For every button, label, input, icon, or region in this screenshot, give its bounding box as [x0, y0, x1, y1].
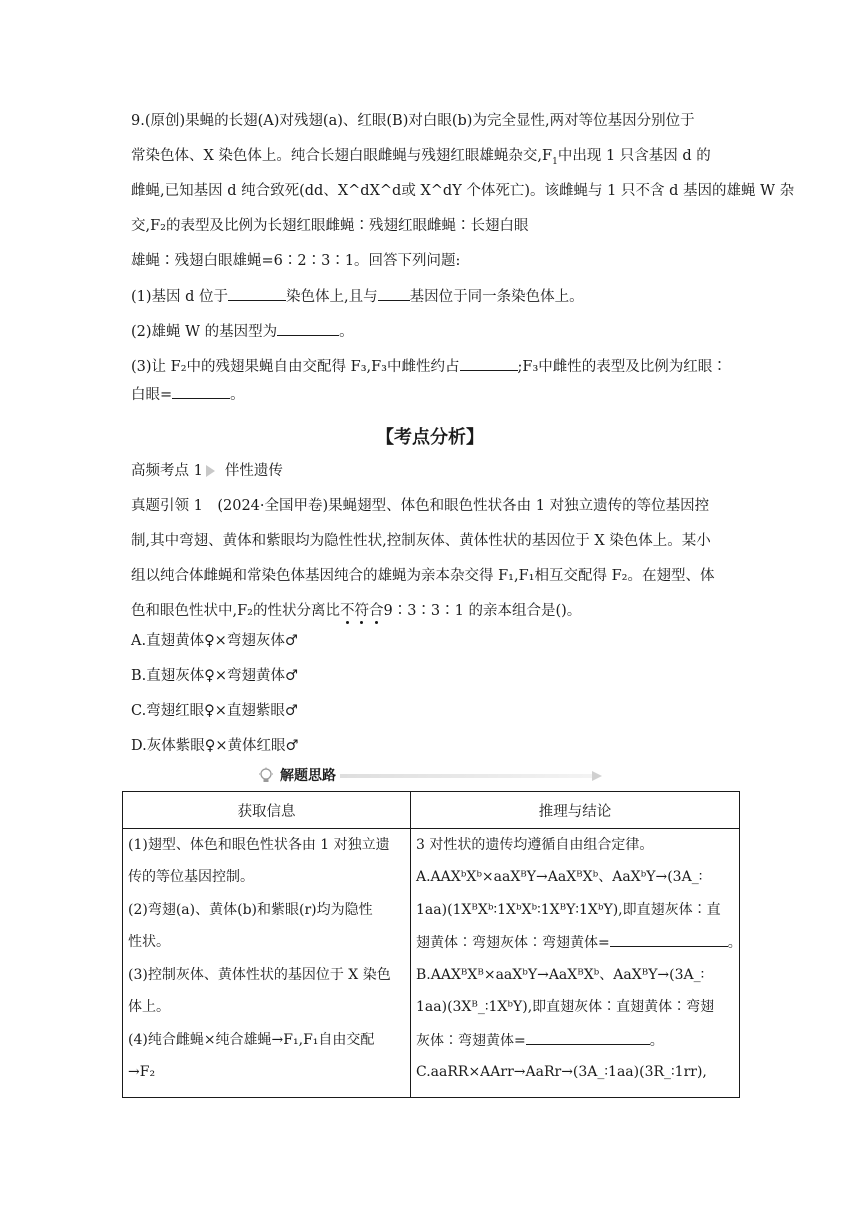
lead-line-3: 组以纯合体雌蝇和常染色体基因纯合的雄蝇为亲本杂交得 F₁,F₁相互交配得 F₂。在翅型、体	[131, 568, 715, 584]
question-line-2-b: 中出现 1 只含基因 d 的	[557, 148, 711, 164]
triangle-marker-icon	[206, 465, 215, 477]
answer-blank-3[interactable]	[277, 321, 339, 336]
question-line-3: 雌蝇,已知基因 d 纯合致死(dd、X^dX^d或 X^dY 个体死亡)。该雌蝇与 1 只不含 d 基因的雄蝇 W 杂	[131, 183, 795, 199]
option-b[interactable]: B.直翅灰体♀×弯翅黄体♂	[131, 668, 299, 684]
lead-line-4	[131, 601, 741, 621]
question-line-2: 常染色体、X 染色体上。纯合长翅白眼雌蝇与残翅红眼雄蝇杂交$,F_1$中出现 1 只含基因 d 的	[131, 148, 711, 167]
emphasis-char: 符	[354, 603, 369, 619]
emphasis-char: 合	[368, 603, 384, 619]
header-reasoning: 推理与结论	[411, 792, 740, 829]
subquestion-2	[131, 321, 741, 342]
info-line: →F₂	[128, 1064, 156, 1080]
table-row	[123, 829, 740, 1098]
option-c[interactable]: C.弯翅红眼♀×直翅紫眼♂	[131, 703, 298, 719]
reasoning-suffix: 。	[727, 935, 742, 951]
subquestion-1	[131, 286, 741, 307]
reasoning-line: 3 对性状的遗传均遵循自由组合定律。	[416, 837, 654, 853]
answer-blank-4[interactable]	[460, 356, 518, 371]
banner-end-icon	[592, 771, 602, 781]
info-line: 体上。	[128, 999, 170, 1015]
topic-name: 伴性遗传	[224, 463, 283, 479]
info-cell	[123, 829, 411, 1098]
answer-blank-6[interactable]	[610, 932, 728, 947]
answer-blank-1[interactable]	[228, 286, 286, 301]
option-d[interactable]: D.灰体紫眼♀×黄体红眼♂	[131, 738, 299, 754]
emphasis-char: 不	[339, 603, 355, 619]
lightbulb-icon	[257, 767, 275, 785]
subquestion-1-text-a: (1)基因 d 位于	[131, 289, 229, 305]
subquestion-3-text-b: ;F₃中雌性的表型及比例为红眼∶	[517, 359, 727, 375]
lead-line-2: 制,其中弯翅、黄体和紫眼均为隐性性状,控制灰体、黄体性状的基因位于 X 染色体上。某小	[131, 533, 711, 549]
table-header-row	[123, 792, 740, 829]
reasoning-line	[416, 932, 742, 953]
subquestion-1-text-c: 基因位于同一条染色体上。	[409, 289, 584, 305]
solution-idea-banner	[257, 766, 602, 786]
reasoning-line	[416, 1030, 664, 1051]
topic-label: 高频考点 1	[131, 463, 203, 479]
section-heading: 【考点分析】	[376, 427, 484, 448]
topic-line	[131, 461, 741, 481]
question-line-2-a: 常染色体、X 染色体上。纯合长翅白眼雌蝇与残翅红眼雄蝇杂交,F	[131, 148, 553, 164]
question-line-1: 9.(原创)果蝇的长翅(A)对残翅(a)、红眼(B)对白眼(b)为完全显性,两对等位基因分别位于	[131, 113, 695, 129]
question-line-4: 交,F₂的表型及比例为长翅红眼雌蝇∶残翅红眼雌蝇∶长翅白眼	[131, 218, 529, 234]
subquestion-3-text-c: 白眼=	[131, 387, 173, 403]
answer-blank-5[interactable]	[172, 384, 230, 399]
solution-idea-label: 解题思路	[276, 766, 340, 786]
reasoning-cell	[411, 829, 740, 1098]
subquestion-3	[131, 356, 741, 377]
info-line: (2)弯翅(a)、黄体(b)和紫眼(r)均为隐性	[128, 902, 373, 918]
reasoning-line: C.aaRR×AArr→AaRr→(3A_∶1aa)(3R_∶1rr),	[416, 1064, 707, 1080]
reasoning-text: 灰体∶弯翅黄体=	[416, 1033, 526, 1049]
info-line: (1)翅型、体色和眼色性状各由 1 对独立遗	[128, 837, 390, 853]
reasoning-text: 翅黄体∶弯翅灰体∶弯翅黄体=	[416, 935, 610, 951]
subquestion-3-text-d: 。	[230, 387, 245, 403]
info-line: 传的等位基因控制。	[128, 869, 254, 885]
answer-blank-2[interactable]	[378, 286, 410, 301]
info-line: 性状。	[128, 934, 170, 950]
reasoning-suffix: 。	[649, 1033, 664, 1049]
subquestion-2-text-b: 。	[339, 324, 354, 340]
reasoning-line: 1aa)(1XᴮXᵇ∶1XᵇXᵇ∶1XᴮY∶1XᵇY),即直翅灰体∶直	[416, 902, 721, 918]
info-line: (4)纯合雌蝇×纯合雄蝇→F₁,F₁自由交配	[128, 1032, 375, 1048]
analysis-table	[122, 791, 740, 1098]
info-line: (3)控制灰体、黄体性状的基因位于 X 染色	[128, 967, 391, 983]
option-a[interactable]: A.直翅黄体♀×弯翅灰体♂	[131, 633, 298, 649]
question-line-5: 雄蝇∶残翅白眼雄蝇=6∶2∶3∶1。回答下列问题:	[131, 253, 461, 269]
reasoning-line: A.AAXᵇXᵇ×aaXᴮY→AaXᴮXᵇ、AaXᵇY→(3A_∶	[416, 869, 703, 885]
lead-line-1: 真题引领 1 (2024·全国甲卷)果蝇翅型、体色和眼色性状各由 1 对独立遗传的等位基因控	[131, 498, 710, 514]
lead-line-4-c: 9∶3∶3∶1 的亲本组合是()。	[383, 603, 582, 619]
reasoning-line: 1aa)(3Xᴮ_∶1XᵇY),即直翅灰体∶直翅黄体∶弯翅	[416, 999, 715, 1015]
answer-blank-7[interactable]	[526, 1030, 650, 1045]
subquestion-1-text-b: 染色体上,且与	[286, 289, 378, 305]
reasoning-line: B.AAXᴮXᴮ×aaXᵇY→AaXᴮXᵇ、AaXᴮY→(3A_∶	[416, 967, 705, 983]
subquestion-3-cont	[131, 384, 741, 405]
header-get-info: 获取信息	[123, 792, 411, 829]
emphasis-not-conform	[340, 603, 384, 619]
subquestion-3-text-a: (3)让 F₂中的残翅果蝇自由交配得 F₃,F₃中雌性约占	[131, 359, 460, 375]
lead-line-4-a: 色和眼色性状中,F₂的性状分离比	[131, 603, 340, 619]
subquestion-2-text-a: (2)雄蝇 W 的基因型为	[131, 324, 278, 340]
